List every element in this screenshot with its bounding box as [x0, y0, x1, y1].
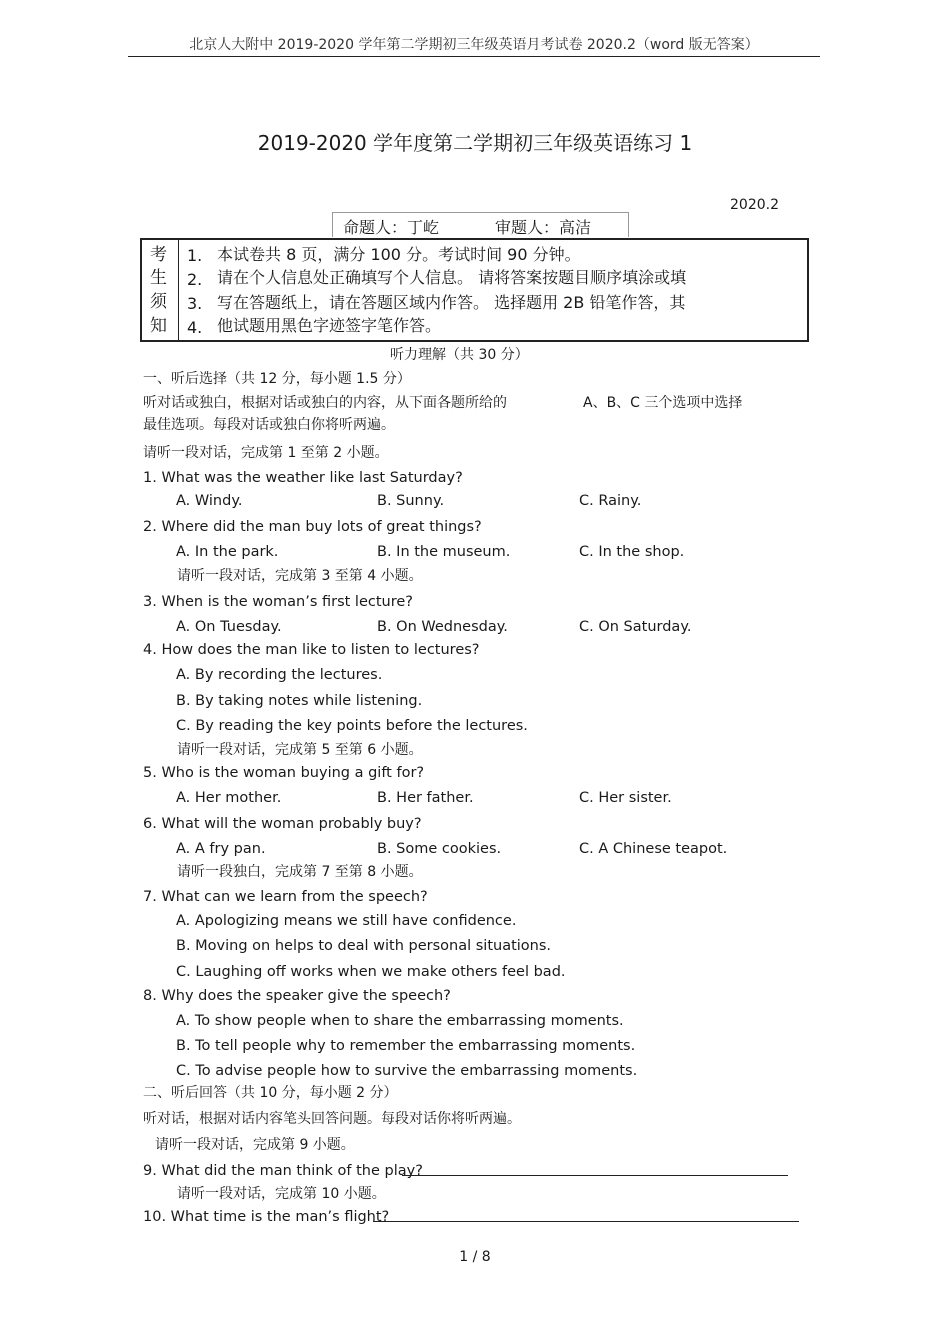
question-1: 1. What was the weather like last Saturday?: [143, 470, 463, 486]
option-c: C. By reading the key points before the lectures.: [176, 718, 528, 734]
notice-line: 请在个人信息处正确填写个人信息。 请将答案按题目顺序填涂或填: [217, 268, 687, 287]
option-a: A. Windy.: [176, 493, 243, 509]
answer-line-9[interactable]: [402, 1175, 788, 1176]
part1-instruction-2: 最佳选项。每段对话或独白你将听两遍。: [143, 417, 395, 433]
section-instruction: 请听一段对话，完成第 5 至第 6 小题。: [177, 742, 423, 758]
question-9: 9. What did the man think of the play?: [143, 1163, 423, 1179]
option-b: B. Some cookies.: [377, 841, 502, 857]
notice-line: 写在答题纸上，请在答题区域内作答。 选择题用 2B 铅笔作答，其: [217, 293, 686, 312]
option-a: A. To show people when to share the embarrassing moments.: [176, 1013, 624, 1029]
question-4: 4. How does the man like to listen to lectures?: [143, 642, 480, 658]
notice-side-char: 知: [150, 316, 167, 336]
exam-notice-box: [140, 238, 809, 342]
page-number: 1 / 8: [459, 1249, 491, 1265]
part2-title: 二、听后回答（共 10 分，每小题 2 分）: [143, 1085, 398, 1101]
answer-line-10[interactable]: [373, 1221, 799, 1222]
notice-num: 2.: [187, 270, 203, 289]
notice-side-char: 考: [150, 245, 167, 265]
option-a: A. Apologizing means we still have confidence.: [176, 913, 517, 929]
option-a: A. By recording the lectures.: [176, 667, 383, 683]
section-instruction: 请听一段独白，完成第 7 至第 8 小题。: [177, 864, 423, 880]
option-a: A. In the park.: [176, 544, 279, 560]
notice-num: 3.: [187, 294, 203, 313]
part1-title: 一、听后选择（共 12 分，每小题 1.5 分）: [143, 371, 411, 387]
option-b: B. Her father.: [377, 790, 474, 806]
part1-instruction-options: A、B、C 三个选项中选择: [583, 395, 743, 411]
notice-num: 1.: [187, 246, 203, 265]
option-c: C. In the shop.: [579, 544, 685, 560]
option-b: B. To tell people why to remember the embarrassing moments.: [176, 1038, 636, 1054]
notice-side-char: 须: [150, 292, 167, 312]
reviewer-label: 审题人：高洁: [495, 218, 592, 237]
notice-line: 本试卷共 8 页，满分 100 分。考试时间 90 分钟。: [217, 245, 581, 264]
part1-instruction: 听对话或独白，根据对话或独白的内容，从下面各题所给的: [143, 395, 507, 411]
notice-num: 4.: [187, 318, 203, 337]
option-a: A. Her mother.: [176, 790, 282, 806]
question-2: 2. Where did the man buy lots of great things?: [143, 519, 482, 535]
notice-line: 他试题用黑色字迹签字笔作答。: [217, 316, 442, 335]
section-instruction: 请听一段对话，完成第 3 至第 4 小题。: [177, 568, 423, 584]
question-6: 6. What will the woman probably buy?: [143, 816, 422, 832]
authors-box: [332, 212, 629, 237]
option-b: B. Sunny.: [377, 493, 445, 509]
option-b: B. On Wednesday.: [377, 619, 508, 635]
option-b: B. In the museum.: [377, 544, 511, 560]
header-rule: [128, 56, 820, 57]
option-c: C. A Chinese teapot.: [579, 841, 728, 857]
part2-instruction: 听对话，根据对话内容笔头回答问题。每段对话你将听两遍。: [143, 1111, 521, 1127]
exam-date: 2020.2: [730, 197, 779, 213]
setter-label: 命题人：丁屹: [343, 218, 440, 237]
option-c: C. To advise people how to survive the embarrassing moments.: [176, 1063, 638, 1079]
option-c: C. Rainy.: [579, 493, 642, 509]
section-instruction: 请听一段对话，完成第 1 至第 2 小题。: [143, 445, 389, 461]
question-10: 10. What time is the man’s flight?: [143, 1209, 390, 1225]
option-c: C. On Saturday.: [579, 619, 692, 635]
question-3: 3. When is the woman’s first lecture?: [143, 594, 413, 610]
option-a: A. A fry pan.: [176, 841, 266, 857]
page-title: 2019-2020 学年度第二学期初三年级英语练习 1: [257, 131, 693, 155]
question-5: 5. Who is the woman buying a gift for?: [143, 765, 425, 781]
question-7: 7. What can we learn from the speech?: [143, 889, 428, 905]
running-header: 北京人大附中 2019-2020 学年第二学期初三年级英语月考试卷 2020.2（word 版无答案）: [189, 37, 759, 53]
notice-side-char: 生: [150, 268, 167, 288]
section-instruction: 请听一段对话，完成第 9 小题。: [155, 1137, 355, 1153]
option-a: A. On Tuesday.: [176, 619, 282, 635]
section-instruction: 请听一段对话，完成第 10 小题。: [177, 1186, 386, 1202]
listening-section-title: 听力理解（共 30 分）: [390, 347, 529, 363]
notice-side-label: [142, 240, 179, 340]
question-8: 8. Why does the speaker give the speech?: [143, 988, 451, 1004]
option-b: B. Moving on helps to deal with personal situations.: [176, 938, 552, 954]
option-c: C. Laughing off works when we make others feel bad.: [176, 964, 566, 980]
option-b: B. By taking notes while listening.: [176, 693, 423, 709]
option-c: C. Her sister.: [579, 790, 672, 806]
